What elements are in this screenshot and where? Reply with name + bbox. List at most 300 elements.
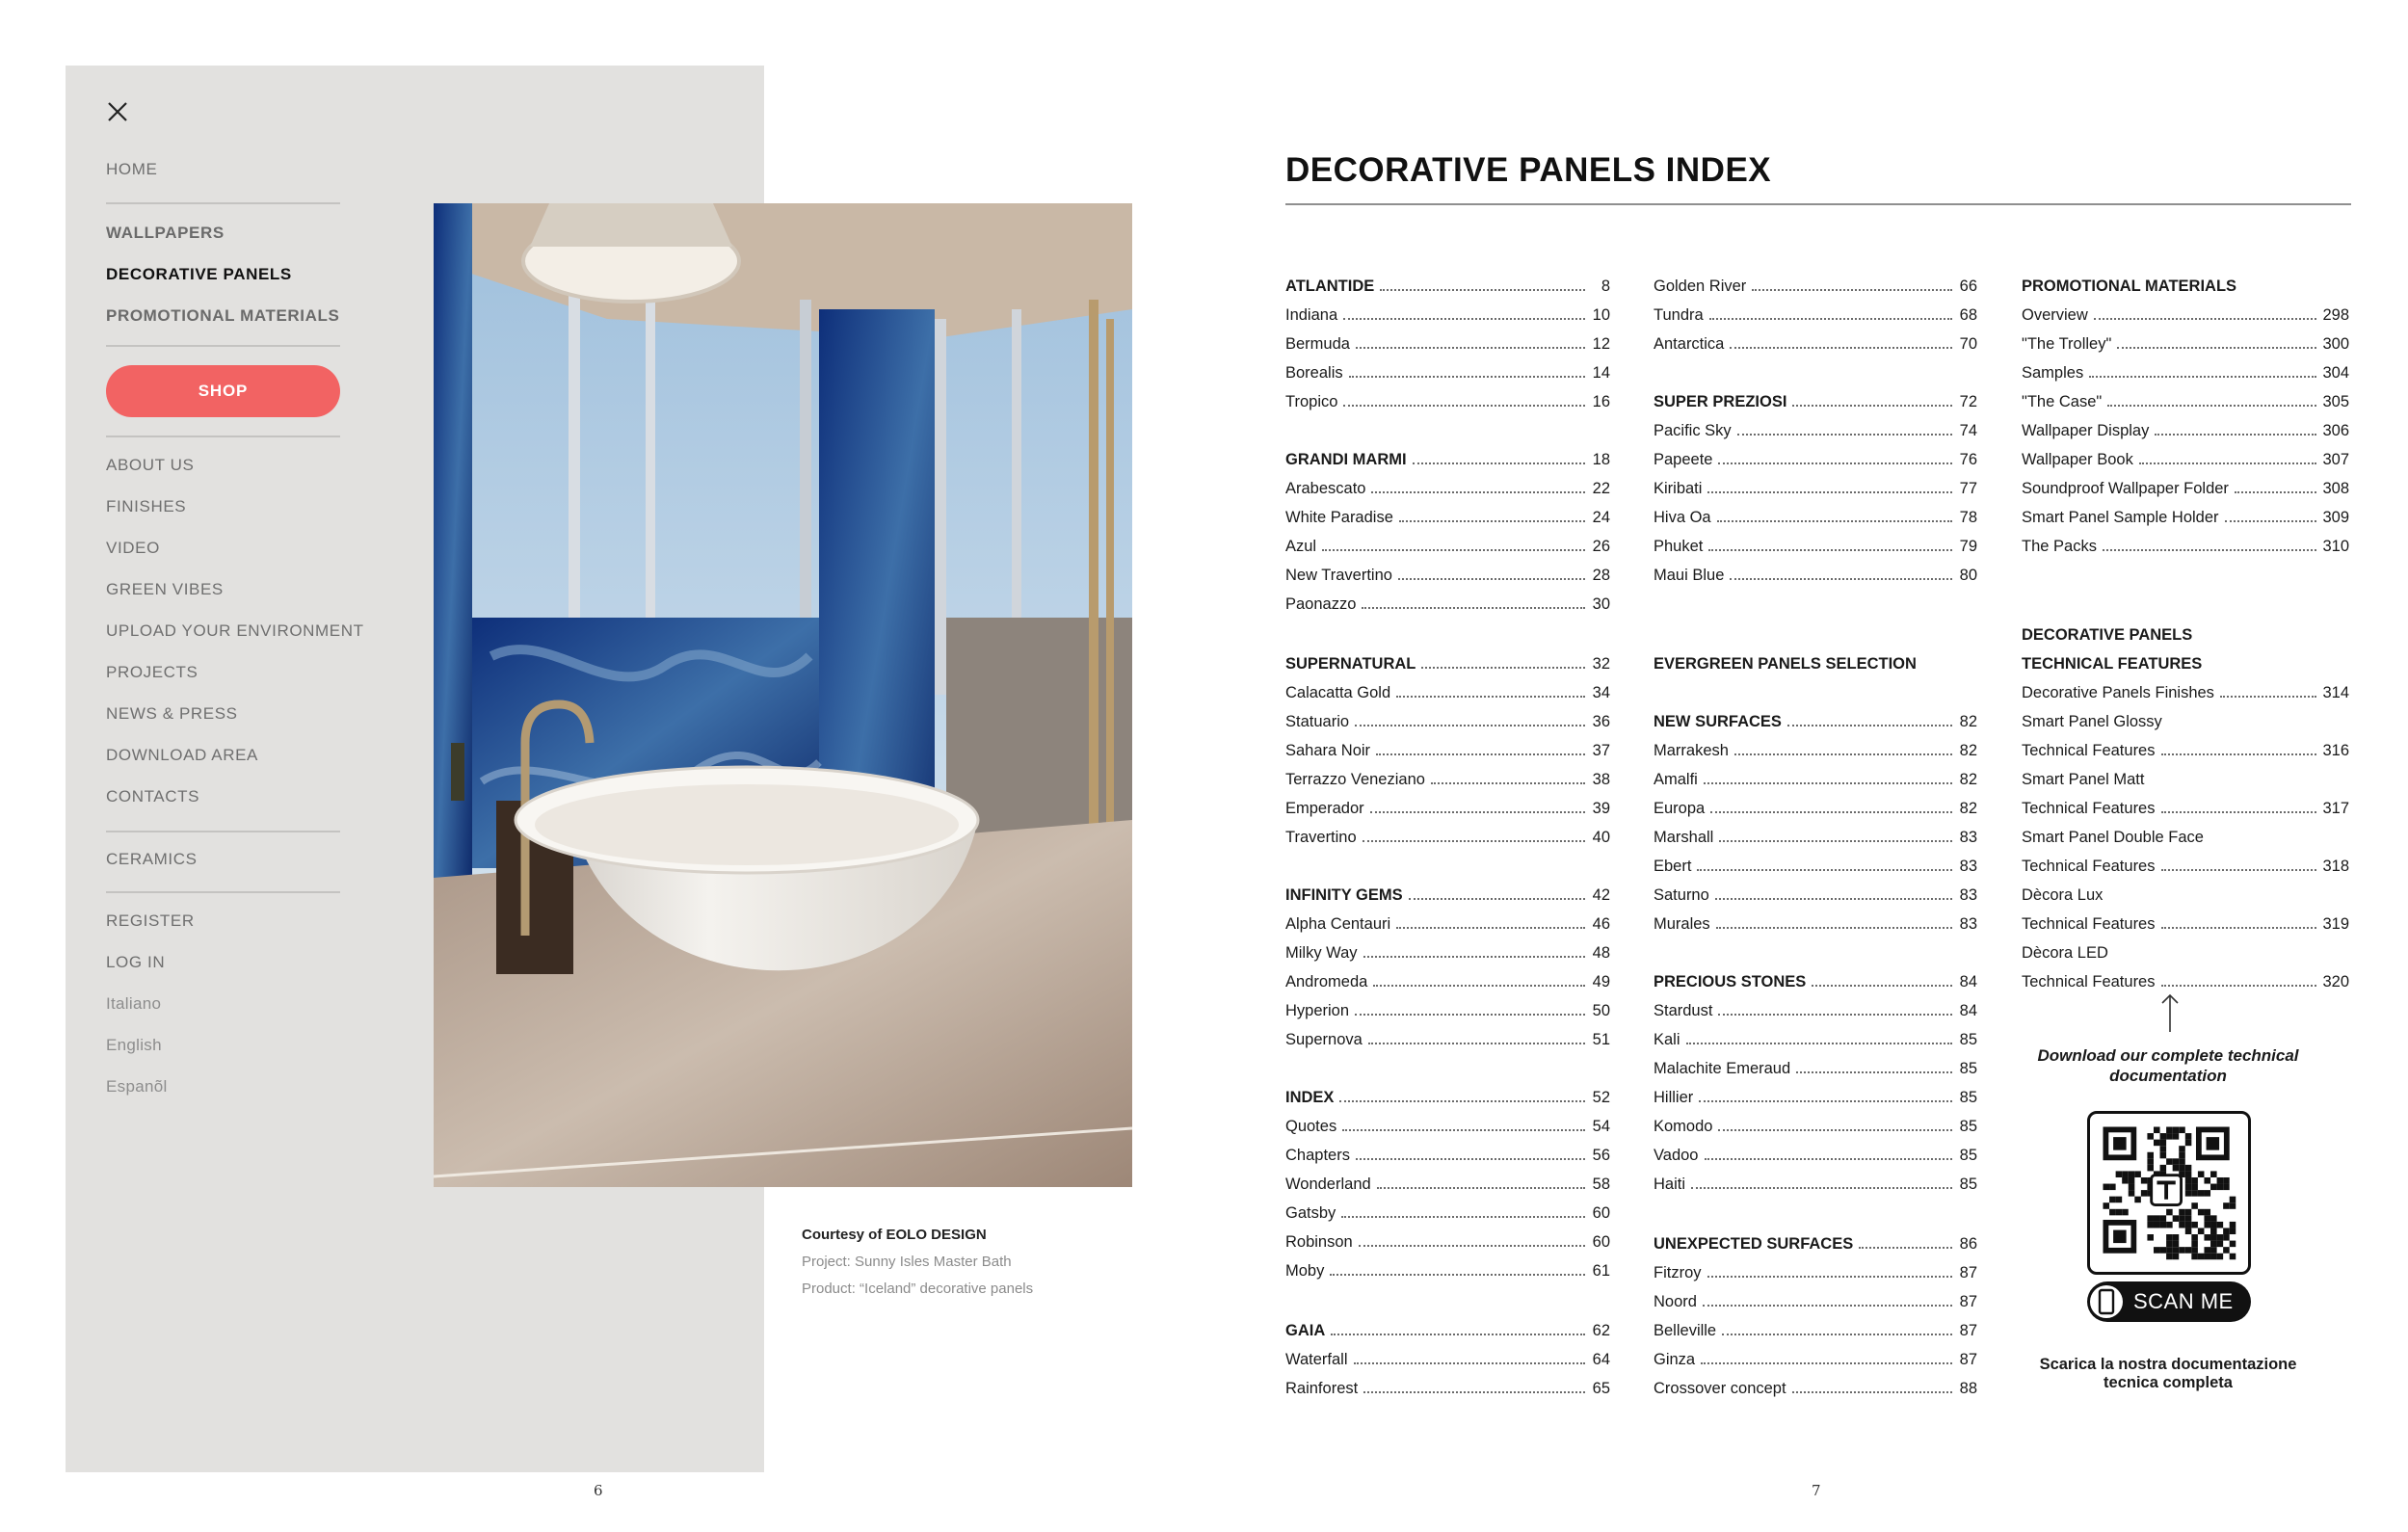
- nav-upload-your-environment[interactable]: UPLOAD YOUR ENVIRONMENT: [106, 621, 364, 640]
- qr-module: [2223, 1202, 2230, 1209]
- index-entry-page: 82: [1959, 800, 1977, 817]
- qr-module: [2191, 1254, 2198, 1260]
- index-entry[interactable]: [1285, 997, 1610, 1020]
- index-entry[interactable]: [1285, 1375, 1610, 1398]
- index-entry-label: Statuario: [1285, 713, 1350, 730]
- index-entry[interactable]: [1654, 824, 1977, 847]
- page-number-left: 6: [594, 1482, 603, 1499]
- qr-module: [2166, 1133, 2173, 1140]
- qr-module: [2173, 1127, 2180, 1134]
- qr-module: [2147, 1133, 2154, 1140]
- dot-leader: [1355, 1014, 1585, 1016]
- index-entry[interactable]: [1654, 273, 1977, 296]
- dot-leader: [1717, 520, 1952, 522]
- index-section-heading[interactable]: [1654, 708, 1977, 731]
- index-section-heading[interactable]: [1285, 446, 1610, 469]
- index-entry-page: 87: [1959, 1293, 1977, 1310]
- index-entry-page: 76: [1959, 451, 1977, 468]
- qr-module: [2179, 1247, 2185, 1254]
- index-entry[interactable]: [2022, 475, 2349, 498]
- dot-leader: [1812, 985, 1952, 987]
- qr-module: [2173, 1215, 2180, 1222]
- dot-leader: [2139, 462, 2317, 464]
- index-entry[interactable]: [2022, 968, 2349, 991]
- qr-module: [2217, 1177, 2224, 1184]
- index-entry[interactable]: [2022, 766, 2349, 789]
- index-entry[interactable]: [1654, 417, 1977, 440]
- qr-module: [2185, 1215, 2192, 1222]
- dot-leader: [2161, 869, 2317, 871]
- index-entry-label: Azul: [1285, 538, 1317, 555]
- index-entry-label: Paonazzo: [1285, 595, 1357, 613]
- nav-news-press[interactable]: NEWS & PRESS: [106, 704, 238, 723]
- qr-module: [2204, 1247, 2210, 1254]
- index-entry[interactable]: [2022, 737, 2349, 760]
- index-entry[interactable]: [1654, 766, 1977, 789]
- qr-module: [2191, 1184, 2198, 1191]
- index-entry-page: 8: [1601, 277, 1610, 295]
- index-section-heading[interactable]: [2022, 621, 2349, 645]
- index-entry[interactable]: [1285, 708, 1610, 731]
- dot-leader: [1792, 405, 1952, 407]
- index-entry-label: Wonderland: [1285, 1175, 1371, 1193]
- nav-green-vibes[interactable]: GREEN VIBES: [106, 580, 224, 598]
- index-section-heading[interactable]: [1285, 273, 1610, 296]
- qr-module: [2173, 1165, 2180, 1172]
- index-entry[interactable]: [2022, 679, 2349, 702]
- index-entry-page: 83: [1959, 886, 1977, 904]
- dot-leader: [2094, 318, 2317, 320]
- index-entry[interactable]: [1654, 911, 1977, 934]
- index-entry[interactable]: [1285, 968, 1610, 991]
- index-entry-page: 51: [1592, 1031, 1610, 1048]
- qr-module: [2134, 1171, 2141, 1177]
- nav-log-in[interactable]: LOG IN: [106, 953, 166, 971]
- nav-ceramics[interactable]: CERAMICS: [106, 850, 198, 868]
- qr-code[interactable]: [2087, 1111, 2251, 1275]
- dot-leader: [1718, 462, 1952, 464]
- index-entry-label: Wallpaper Display: [2022, 422, 2150, 439]
- nav-finishes[interactable]: FINISHES: [106, 497, 187, 515]
- index-entry[interactable]: [2022, 359, 2349, 383]
- scan-me-badge[interactable]: [2087, 1281, 2251, 1322]
- index-entry-label: Bermuda: [1285, 335, 1350, 353]
- index-entry[interactable]: [1285, 388, 1610, 411]
- index-entry[interactable]: [1654, 1375, 1977, 1398]
- qr-module: [2179, 1146, 2185, 1152]
- qr-module: [2198, 1209, 2205, 1216]
- index-section-heading[interactable]: [1654, 1230, 1977, 1254]
- index-entry[interactable]: [2022, 911, 2349, 934]
- dot-leader: [2235, 491, 2317, 493]
- language-english[interactable]: English: [106, 1036, 162, 1054]
- qr-module: [2191, 1247, 2198, 1254]
- qr-module: [2173, 1254, 2180, 1260]
- index-section-heading[interactable]: [1654, 388, 1977, 411]
- qr-module: [2230, 1202, 2236, 1209]
- index-entry[interactable]: [2022, 388, 2349, 411]
- index-entry[interactable]: [1654, 737, 1977, 760]
- nav-projects[interactable]: PROJECTS: [106, 663, 198, 681]
- index-entry[interactable]: [1654, 562, 1977, 585]
- index-entry[interactable]: [1654, 1026, 1977, 1049]
- qr-module: [2166, 1254, 2173, 1260]
- index-entry[interactable]: [1654, 504, 1977, 527]
- index-entry[interactable]: [1654, 795, 1977, 818]
- qr-module: [2223, 1228, 2230, 1234]
- nav-video[interactable]: VIDEO: [106, 539, 160, 557]
- dot-leader: [1431, 782, 1585, 784]
- index-entry-label: Technical Features: [2022, 742, 2156, 759]
- index-entry-label: Gatsby: [1285, 1204, 1336, 1222]
- dot-leader: [1343, 405, 1585, 407]
- index-entry-label: Tundra: [1654, 306, 1704, 324]
- index-entry-label: Emperador: [1285, 800, 1364, 817]
- dot-leader: [1341, 1216, 1585, 1218]
- index-entry[interactable]: [1654, 1259, 1977, 1282]
- nav-wallpapers[interactable]: WALLPAPERS: [106, 224, 225, 242]
- nav-download-area[interactable]: DOWNLOAD AREA: [106, 746, 258, 764]
- dot-leader: [2161, 811, 2317, 813]
- index-entry-label: Milky Way: [1285, 944, 1358, 962]
- menu-divider: [106, 436, 340, 437]
- index-entry-page: 56: [1592, 1147, 1610, 1164]
- qr-module: [2160, 1146, 2167, 1152]
- index-entry-page: 84: [1959, 1002, 1977, 1019]
- index-entry[interactable]: [1285, 533, 1610, 556]
- index-entry-label: Waterfall: [1285, 1351, 1348, 1368]
- index-entry-label: Alpha Centauri: [1285, 915, 1391, 933]
- index-entry-label: Technical Features: [2022, 800, 2156, 817]
- qr-module: [2217, 1222, 2224, 1228]
- index-entry-label: PROMOTIONAL MATERIALS: [2022, 277, 2237, 295]
- nav-contacts[interactable]: CONTACTS: [106, 787, 200, 806]
- nav-decorative-panels[interactable]: DECORATIVE PANELS: [106, 265, 292, 283]
- dot-leader: [1709, 318, 1952, 320]
- index-entry[interactable]: [1285, 1257, 1610, 1281]
- dot-leader: [1699, 1100, 1952, 1102]
- qr-module: [2217, 1241, 2224, 1248]
- dot-leader: [1362, 607, 1585, 609]
- qr-module: [2230, 1222, 2236, 1228]
- dot-leader: [1368, 1043, 1585, 1044]
- index-entry-page: 38: [1592, 771, 1610, 788]
- dot-leader: [1359, 1245, 1585, 1247]
- dot-leader: [1342, 1129, 1585, 1131]
- index-entry-label: The Packs: [2022, 538, 2097, 555]
- index-entry-page: 42: [1592, 886, 1610, 904]
- index-entry[interactable]: [1285, 737, 1610, 760]
- index-section-heading[interactable]: [2022, 650, 2349, 674]
- qr-module: [2154, 1140, 2160, 1147]
- index-entry[interactable]: [1285, 766, 1610, 789]
- qr-module: [2191, 1177, 2198, 1184]
- index-entry-label: Sahara Noir: [1285, 742, 1371, 759]
- index-section-heading[interactable]: [1285, 1317, 1610, 1340]
- qr-module: [2185, 1247, 2192, 1254]
- index-entry[interactable]: [1285, 562, 1610, 585]
- dot-leader: [2089, 376, 2316, 378]
- index-entry-page: 77: [1959, 480, 1977, 497]
- qr-module: [2191, 1234, 2198, 1241]
- photo-product: Product: “Iceland” decorative panels: [802, 1281, 1034, 1297]
- page-title: DECORATIVE PANELS INDEX: [1285, 151, 1772, 189]
- index-entry[interactable]: [1654, 302, 1977, 325]
- qr-module: [2166, 1127, 2173, 1134]
- index-entry-label: Travertino: [1285, 829, 1357, 846]
- close-icon[interactable]: [106, 100, 129, 123]
- photo-project: Project: Sunny Isles Master Bath: [802, 1254, 1012, 1270]
- qr-module: [2210, 1254, 2217, 1260]
- index-entry-label: Haiti: [1654, 1175, 1686, 1193]
- index-entry[interactable]: [1654, 1171, 1977, 1194]
- qr-module: [2166, 1158, 2173, 1165]
- index-entry-page: 52: [1592, 1089, 1610, 1106]
- dot-leader: [1355, 725, 1585, 726]
- index-entry-page: 46: [1592, 915, 1610, 933]
- index-entry-page: 87: [1959, 1264, 1977, 1281]
- menu-divider: [106, 345, 340, 347]
- index-entry-page: 87: [1959, 1322, 1977, 1339]
- dot-leader: [1718, 1129, 1952, 1131]
- qr-module: [2204, 1234, 2210, 1241]
- index-entry[interactable]: [2022, 446, 2349, 469]
- index-section-heading[interactable]: [1654, 650, 1977, 674]
- qr-module: [2160, 1152, 2167, 1159]
- index-entry[interactable]: [2022, 708, 2349, 731]
- index-entry-label: Supernova: [1285, 1031, 1363, 1048]
- index-entry-page: 60: [1592, 1204, 1610, 1222]
- qr-module: [2179, 1158, 2185, 1165]
- index-entry[interactable]: [1654, 1113, 1977, 1136]
- index-entry[interactable]: [1285, 795, 1610, 818]
- qr-module: [2185, 1177, 2192, 1184]
- index-entry[interactable]: [1654, 1055, 1977, 1078]
- qr-module: [2141, 1190, 2148, 1197]
- index-entry-label: Belleville: [1654, 1322, 1717, 1339]
- qr-module: [2185, 1184, 2192, 1191]
- index-entry[interactable]: [1285, 475, 1610, 498]
- dot-leader: [1707, 1276, 1953, 1278]
- index-entry-page: 78: [1959, 509, 1977, 526]
- index-entry[interactable]: [1285, 302, 1610, 325]
- index-entry-label: UNEXPECTED SURFACES: [1654, 1235, 1854, 1253]
- index-section-heading[interactable]: [2022, 273, 2349, 296]
- index-entry-page: 82: [1959, 713, 1977, 730]
- index-entry[interactable]: [1285, 679, 1610, 702]
- index-entry[interactable]: [1654, 853, 1977, 876]
- index-entry-page: 70: [1959, 335, 1977, 353]
- download-docs-text: Download our complete technical documentation: [2037, 1046, 2299, 1085]
- index-entry-page: 85: [1959, 1175, 1977, 1193]
- qr-module: [2147, 1152, 2154, 1159]
- index-entry-label: Soundproof Wallpaper Folder: [2022, 480, 2229, 497]
- index-entry[interactable]: [1285, 1200, 1610, 1223]
- index-entry-label: Hiva Oa: [1654, 509, 1711, 526]
- phone-icon: [2087, 1282, 2126, 1321]
- qr-module: [2217, 1254, 2224, 1260]
- index-entry[interactable]: [1654, 1288, 1977, 1311]
- dot-leader: [1734, 753, 1952, 755]
- qr-module: [2198, 1190, 2205, 1197]
- index-entry-label: Noord: [1654, 1293, 1697, 1310]
- index-entry[interactable]: [2022, 853, 2349, 876]
- index-entry-label: Ebert: [1654, 858, 1692, 875]
- index-entry-page: 318: [2322, 858, 2349, 875]
- index-entry[interactable]: [1654, 882, 1977, 905]
- dot-leader: [1722, 1334, 1952, 1335]
- index-entry-label: Komodo: [1654, 1118, 1713, 1135]
- qr-module: [2173, 1133, 2180, 1140]
- index-entry-label: Wallpaper Book: [2022, 451, 2133, 468]
- qr-module: [2116, 1171, 2123, 1177]
- index-entry[interactable]: [2022, 330, 2349, 354]
- nav-register[interactable]: REGISTER: [106, 911, 195, 930]
- index-entry[interactable]: [1654, 475, 1977, 498]
- dot-leader: [2220, 696, 2317, 698]
- index-entry[interactable]: [1285, 1113, 1610, 1136]
- index-entry-page: 88: [1959, 1380, 1977, 1397]
- index-section-heading[interactable]: [1654, 968, 1977, 991]
- index-entry[interactable]: [1654, 330, 1977, 354]
- index-entry-label: Smart Panel Double Face: [2022, 829, 2204, 846]
- index-entry[interactable]: [1285, 1228, 1610, 1252]
- index-entry[interactable]: [2022, 533, 2349, 556]
- index-entry[interactable]: [1285, 911, 1610, 934]
- menu-divider: [106, 891, 340, 893]
- dot-leader: [1370, 811, 1585, 813]
- nav-promotional-materials[interactable]: PROMOTIONAL MATERIALS: [106, 306, 340, 325]
- index-section-heading[interactable]: [1285, 650, 1610, 674]
- dot-leader: [1787, 725, 1952, 726]
- index-entry[interactable]: [1654, 997, 1977, 1020]
- index-entry-label: GRANDI MARMI: [1285, 451, 1407, 468]
- index-entry-label: "The Case": [2022, 393, 2103, 410]
- index-entry[interactable]: [1285, 591, 1610, 614]
- index-entry[interactable]: [1654, 1084, 1977, 1107]
- index-entry-label: Dècora LED: [2022, 944, 2108, 962]
- index-entry-page: 87: [1959, 1351, 1977, 1368]
- dot-leader: [1730, 347, 1952, 349]
- index-entry-label: Crossover concept: [1654, 1380, 1786, 1397]
- index-entry-page: 60: [1592, 1233, 1610, 1251]
- dot-leader: [1377, 1187, 1585, 1189]
- index-entry-page: 85: [1959, 1089, 1977, 1106]
- index-entry-label: SUPERNATURAL: [1285, 655, 1416, 673]
- index-entry[interactable]: [1285, 1142, 1610, 1165]
- nav-about-us[interactable]: ABOUT US: [106, 456, 195, 474]
- index-entry-label: Antarctica: [1654, 335, 1725, 353]
- qr-module: [2154, 1247, 2160, 1254]
- qr-module: [2191, 1190, 2198, 1197]
- index-entry[interactable]: [2022, 824, 2349, 847]
- language-espanol[interactable]: Espanõl: [106, 1077, 168, 1096]
- qr-module: [2154, 1127, 2160, 1134]
- index-entry-page: 309: [2322, 509, 2349, 526]
- qr-module: [2166, 1234, 2173, 1241]
- index-entry-page: 319: [2322, 915, 2349, 933]
- index-entry-page: 304: [2322, 364, 2349, 382]
- index-entry[interactable]: [2022, 882, 2349, 905]
- index-section-heading[interactable]: [1285, 1084, 1610, 1107]
- photo-credit: Courtesy of EOLO DESIGN: [802, 1227, 987, 1243]
- dot-leader: [1718, 1014, 1952, 1016]
- index-entry[interactable]: [1285, 1171, 1610, 1194]
- index-entry-page: 26: [1592, 538, 1610, 555]
- shop-button[interactable]: SHOP: [106, 365, 340, 417]
- index-entry-page: 68: [1959, 306, 1977, 324]
- index-entry[interactable]: [1654, 1317, 1977, 1340]
- nav-home[interactable]: HOME: [106, 160, 158, 178]
- qr-module: [2134, 1197, 2141, 1203]
- index-entry-page: 298: [2322, 306, 2349, 324]
- index-entry[interactable]: [2022, 504, 2349, 527]
- index-entry-label: Smart Panel Matt: [2022, 771, 2145, 788]
- index-entry[interactable]: [1285, 824, 1610, 847]
- dot-leader: [1339, 1100, 1585, 1102]
- index-entry[interactable]: [1285, 939, 1610, 963]
- index-entry[interactable]: [1285, 359, 1610, 383]
- qr-module: [2185, 1165, 2192, 1172]
- qr-module: [2185, 1228, 2192, 1234]
- qr-module: [2230, 1228, 2236, 1234]
- index-entry[interactable]: [1654, 446, 1977, 469]
- qr-module: [2210, 1171, 2217, 1177]
- index-entry-label: Kali: [1654, 1031, 1680, 1048]
- index-entry[interactable]: [2022, 302, 2349, 325]
- index-entry[interactable]: [1654, 1346, 1977, 1369]
- qr-module: [2166, 1222, 2173, 1228]
- index-entry[interactable]: [1654, 533, 1977, 556]
- dot-leader: [1703, 1305, 1952, 1307]
- index-entry-label: Ginza: [1654, 1351, 1696, 1368]
- qr-module: [2230, 1254, 2236, 1260]
- index-entry[interactable]: [2022, 417, 2349, 440]
- index-entry[interactable]: [2022, 939, 2349, 963]
- dot-leader: [1710, 811, 1952, 813]
- index-entry-page: 18: [1592, 451, 1610, 468]
- qr-module: [2185, 1171, 2192, 1177]
- qr-module: [2198, 1228, 2205, 1234]
- index-entry[interactable]: [2022, 795, 2349, 818]
- index-entry-label: Fitzroy: [1654, 1264, 1702, 1281]
- qr-module: [2160, 1247, 2167, 1254]
- index-entry-label: Moby: [1285, 1262, 1325, 1280]
- menu-divider: [106, 831, 340, 832]
- index-entry-page: 83: [1959, 829, 1977, 846]
- index-entry-label: ATLANTIDE: [1285, 277, 1375, 295]
- language-italiano[interactable]: Italiano: [106, 994, 162, 1013]
- index-entry-label: Smart Panel Sample Holder: [2022, 509, 2219, 526]
- qr-module: [2217, 1234, 2224, 1241]
- index-entry-label: "The Trolley": [2022, 335, 2112, 353]
- qr-module: [2223, 1184, 2230, 1191]
- dot-leader: [1730, 578, 1952, 580]
- index-entry[interactable]: [1285, 330, 1610, 354]
- qr-module: [2147, 1222, 2154, 1228]
- qr-module: [2217, 1184, 2224, 1191]
- index-section-heading[interactable]: [1285, 882, 1610, 905]
- index-entry-label: Rainforest: [1285, 1380, 1359, 1397]
- qr-module: [2104, 1202, 2110, 1209]
- index-entry-label: Hillier: [1654, 1089, 1694, 1106]
- index-entry[interactable]: [1285, 1026, 1610, 1049]
- index-entry[interactable]: [1654, 1142, 1977, 1165]
- index-entry[interactable]: [1285, 504, 1610, 527]
- index-entry[interactable]: [1285, 1346, 1610, 1369]
- index-entry-label: GAIA: [1285, 1322, 1326, 1339]
- index-entry-label: Stardust: [1654, 1002, 1713, 1019]
